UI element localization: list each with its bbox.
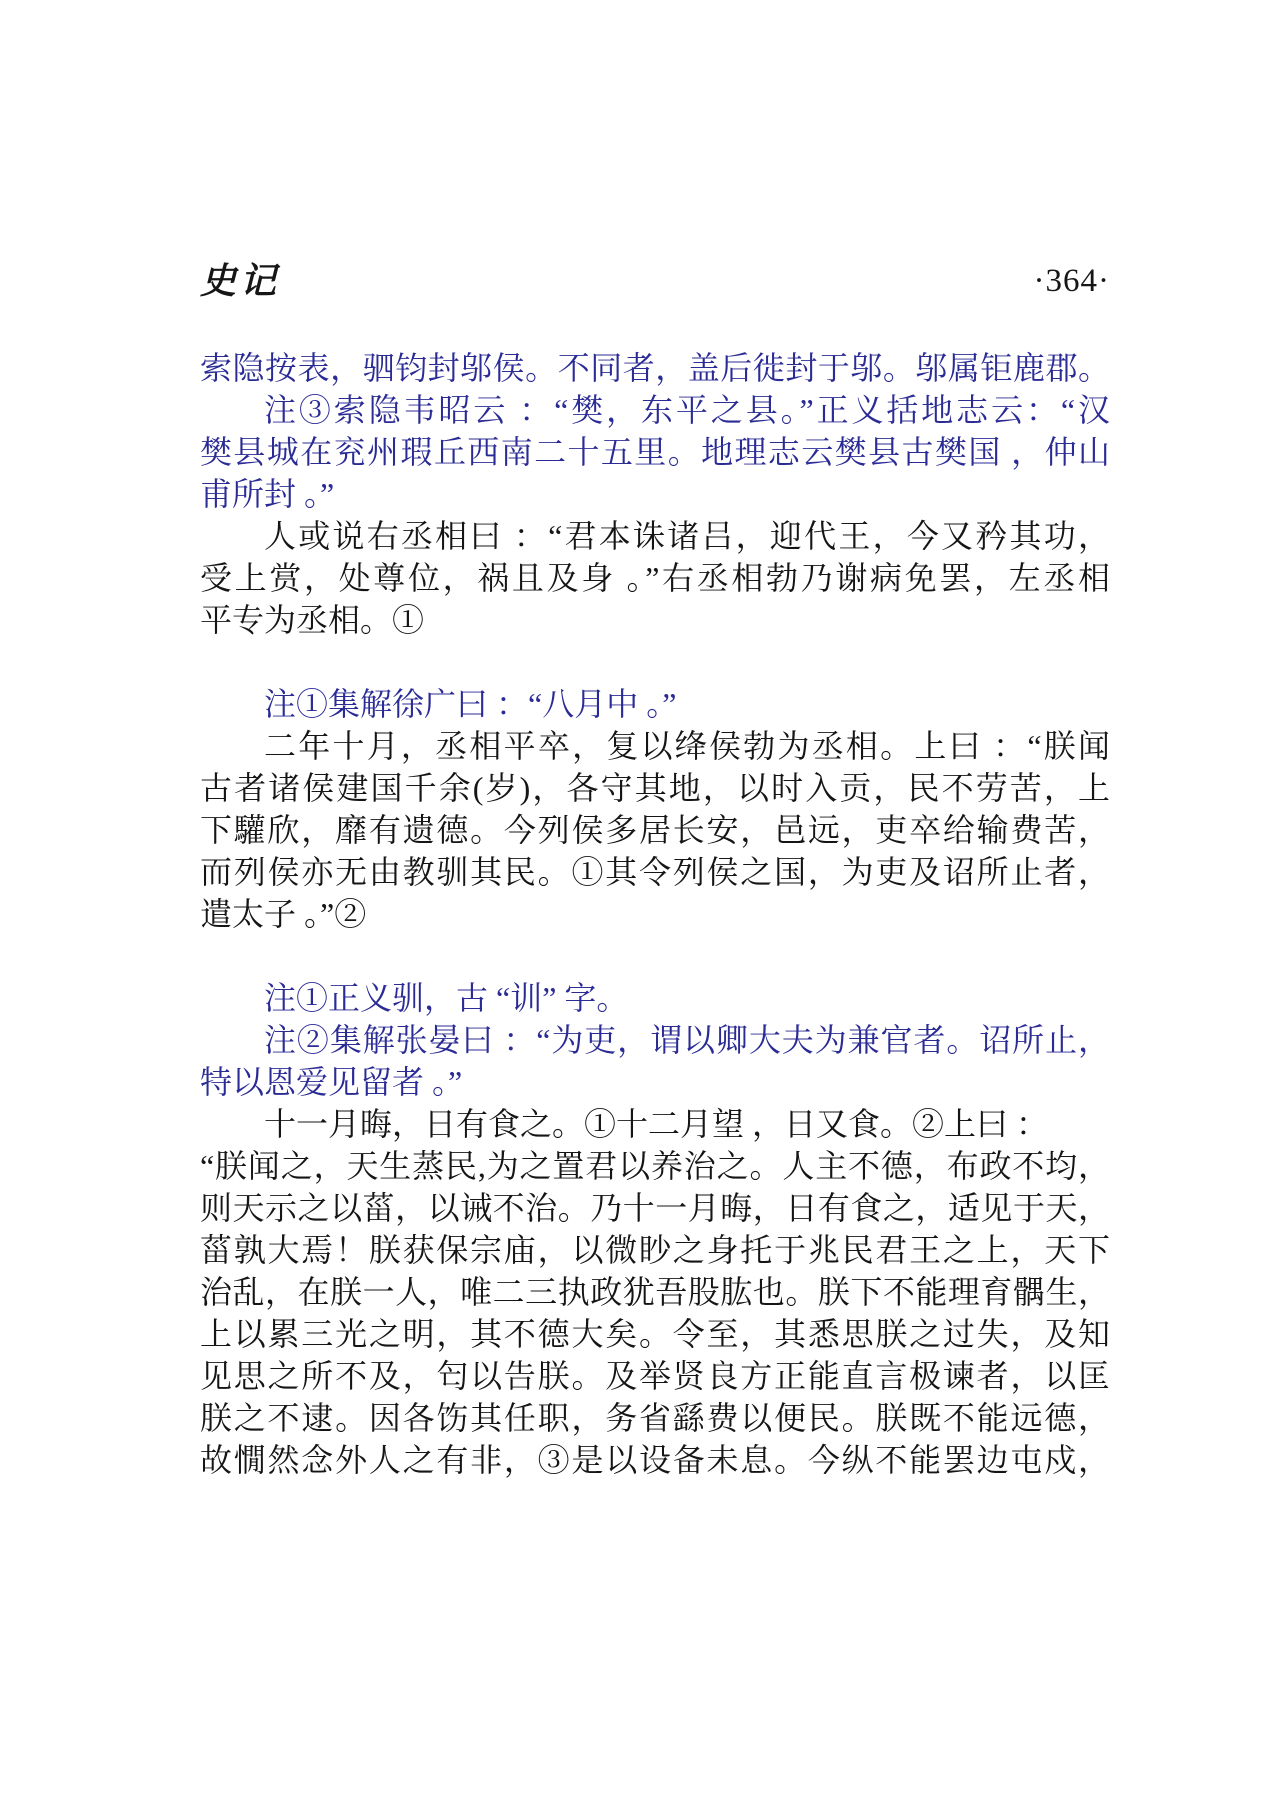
annotation-text-line: 特以恩爱见留者 。” xyxy=(200,1064,463,1100)
main-text-line: 则天示之以菑，以诫不治。乃十一月晦，日有食之，适见于天， xyxy=(200,1190,1110,1226)
main-text-line: 见思之所不及，匄以告朕。及举贤良方正能直言极谏者，以匡 xyxy=(200,1358,1110,1394)
annotation-text-line: 注③索隐韦昭云 ：“樊，东平之县。”正义括地志云：“汉 xyxy=(264,392,1110,428)
main-text-line: 十一月晦，日有食之。①十二月望 ，日又食。②上曰 ： xyxy=(264,1106,1049,1142)
blank-line xyxy=(200,641,1110,683)
main-text-line: 古者诸侯建国千余(岁)，各守其地，以时入贡，民不劳苦，上 xyxy=(200,770,1110,806)
annotation-text-line: 注②集解张晏曰 ：“为吏，谓以卿大夫为兼官者。诏所止， xyxy=(264,1022,1110,1058)
main-text-line: 受上赏，处尊位，祸且及身 。”右丞相勃乃谢病免罢，左丞相 xyxy=(200,560,1110,596)
main-text-line: 二年十月，丞相平卒，复以绛侯勃为丞相。上曰 ：“朕闻 xyxy=(264,728,1110,764)
page-number: ·364· xyxy=(1033,263,1110,299)
book-title: 史记 xyxy=(200,261,281,301)
blank-line xyxy=(200,935,1110,977)
main-text-line: 遣太子 。”② xyxy=(200,896,367,932)
main-text-line: 人或说右丞相曰 ：“君本诛诸吕，迎代王，今又矜其功， xyxy=(264,518,1110,554)
main-text-line: 治乱，在朕一人，唯二三执政犹吾股肱也。朕下不能理育髃生， xyxy=(200,1274,1110,1310)
annotation-text-line: 樊县城在兖州瑕丘西南二十五里。地理志云樊县古樊国 ，仲山 xyxy=(200,434,1110,470)
annotation-text-line: 甫所封 。” xyxy=(200,476,335,512)
main-text-line: 菑孰大焉！朕获保宗庙，以微眇之身托于兆民君王之上，天下 xyxy=(200,1232,1110,1268)
main-text-line: 故憪然念外人之有非，③是以设备未息。今纵不能罢边屯戍， xyxy=(200,1442,1110,1478)
main-text-line: “朕闻之，天生蒸民,为之置君以养治之。人主不德，布政不均， xyxy=(200,1148,1110,1184)
page-header xyxy=(200,258,1110,304)
annotation-text-line: 索隐按表，驷钧封邬侯。不同者，盖后徙封于邬。邬属钜鹿郡。 xyxy=(200,350,1110,386)
annotation-text-line: 注①集解徐广曰 ：“八月中 。” xyxy=(264,686,677,722)
body-text xyxy=(200,347,1110,1481)
main-text-line: 而列侯亦无由教驯其民。①其令列侯之国，为吏及诏所止者， xyxy=(200,854,1110,890)
annotation-text-line: 注①正义驯，古 “训” 字。 xyxy=(264,980,629,1016)
main-text-line: 朕之不逮。因各饬其任职，务省繇费以便民。朕既不能远德， xyxy=(200,1400,1110,1436)
main-text-line: 上以累三光之明，其不德大矣。令至，其悉思朕之过失，及知 xyxy=(200,1316,1110,1352)
main-text-line: 下驩欣，靡有遗德。今列侯多居长安，邑远，吏卒给输费苦， xyxy=(200,812,1110,848)
main-text-line: 平专为丞相。① xyxy=(200,602,425,638)
